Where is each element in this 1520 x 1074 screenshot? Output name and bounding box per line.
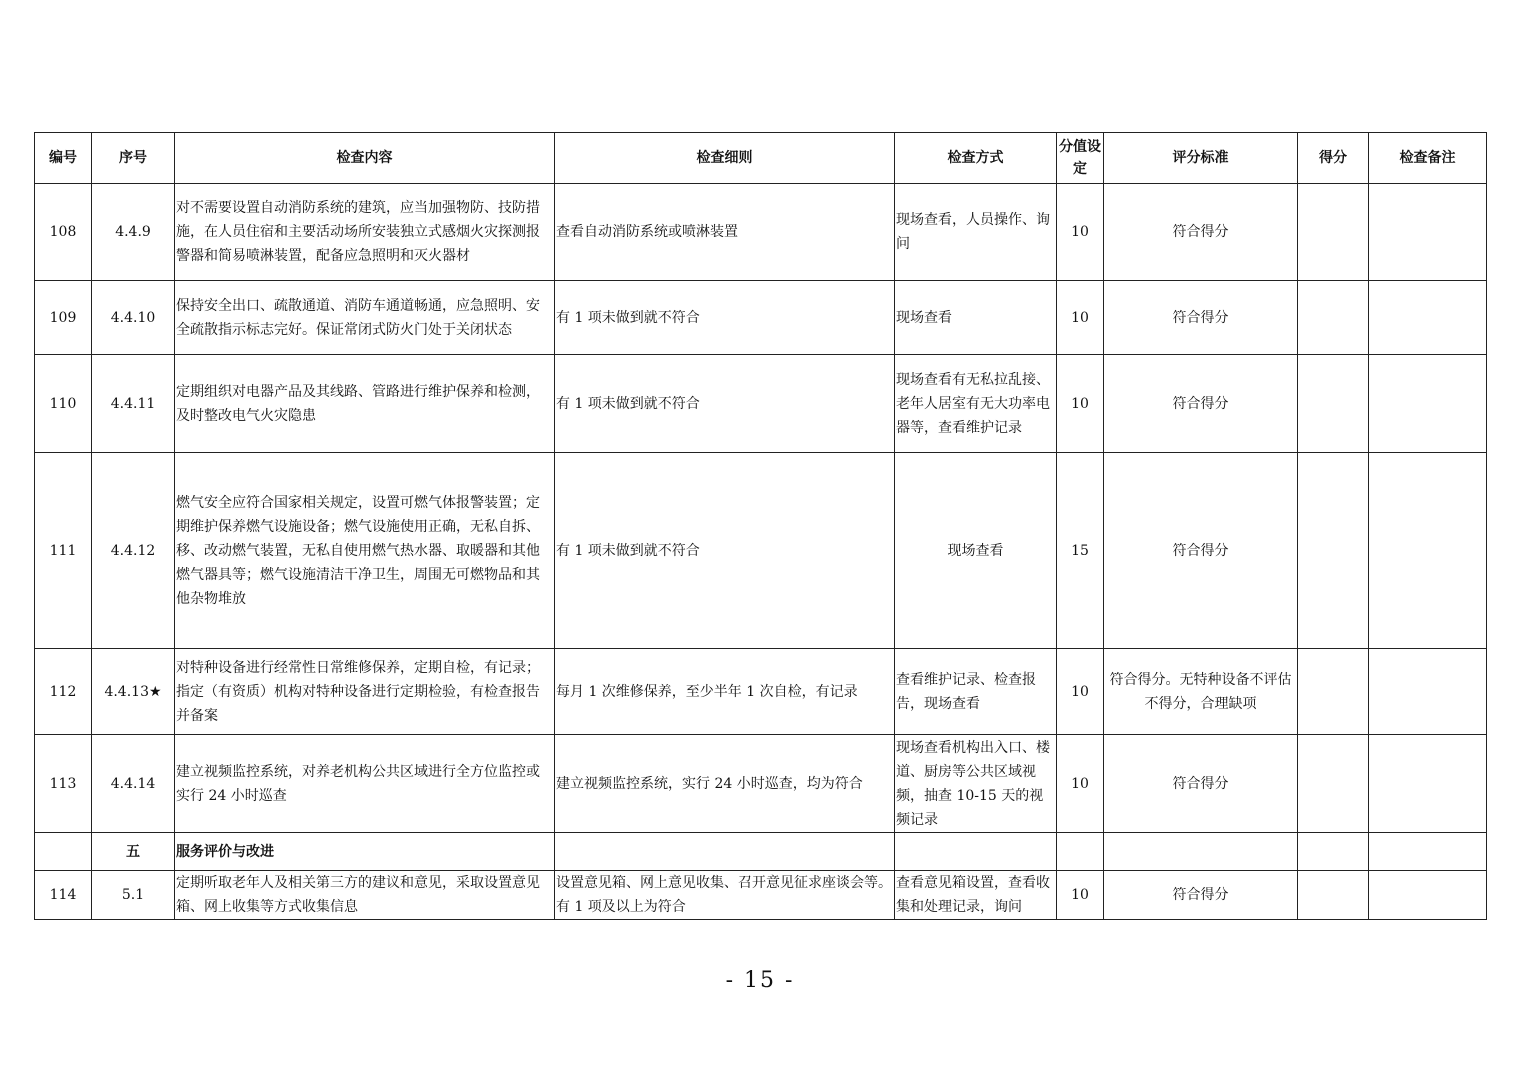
row-code: 112	[35, 649, 92, 735]
row-score	[1298, 281, 1369, 355]
header-points: 分值设定	[1057, 133, 1104, 184]
header-standard: 评分标准	[1104, 133, 1298, 184]
row-points: 10	[1057, 184, 1104, 281]
row-standard: 符合得分	[1104, 355, 1298, 453]
row-standard: 符合得分	[1104, 735, 1298, 833]
row-code: 108	[35, 184, 92, 281]
row-points: 10	[1057, 871, 1104, 920]
row-method: 查看维护记录、检查报告，现场查看	[895, 649, 1057, 735]
row-code: 111	[35, 453, 92, 649]
row-content: 对不需要设置自动消防系统的建筑，应当加强物防、技防措施，在人员住宿和主要活动场所安装独立式感烟火灾探测报警器和简易喷淋装置，配备应急照明和灭火器材	[175, 184, 555, 281]
row-standard: 符合得分	[1104, 184, 1298, 281]
row-remarks	[1369, 355, 1487, 453]
row-points: 10	[1057, 355, 1104, 453]
row-content: 保持安全出口、疏散通道、消防车通道畅通，应急照明、安全疏散指示标志完好。保证常闭式防火门处于关闭状态	[175, 281, 555, 355]
row-seq: 4.4.13★	[92, 649, 175, 735]
section-row	[35, 833, 1487, 871]
row-seq: 5.1	[92, 871, 175, 920]
row-method: 现场查看	[895, 453, 1057, 649]
row-detail: 有 1 项未做到就不符合	[555, 453, 895, 649]
page-number: - 15 -	[725, 968, 795, 993]
table-row	[35, 184, 1487, 281]
row-remarks	[1369, 649, 1487, 735]
row-seq: 4.4.14	[92, 735, 175, 833]
section-empty-cell	[1057, 833, 1104, 871]
row-score	[1298, 355, 1369, 453]
row-detail: 建立视频监控系统，实行 24 小时巡查，均为符合	[555, 735, 895, 833]
row-method: 现场查看	[895, 281, 1057, 355]
header-content: 检查内容	[175, 133, 555, 184]
row-score	[1298, 871, 1369, 920]
section-code-empty	[35, 833, 92, 871]
section-empty-cell	[1369, 833, 1487, 871]
section-empty-cell	[555, 833, 895, 871]
header-detail: 检查细则	[555, 133, 895, 184]
row-remarks	[1369, 735, 1487, 833]
row-score	[1298, 735, 1369, 833]
table-row	[35, 649, 1487, 735]
section-empty-cell	[1104, 833, 1298, 871]
row-points: 10	[1057, 649, 1104, 735]
row-content: 定期听取老年人及相关第三方的建议和意见，采取设置意见箱、网上收集等方式收集信息	[175, 871, 555, 920]
row-remarks	[1369, 871, 1487, 920]
row-content: 对特种设备进行经常性日常维修保养，定期自检，有记录；指定（有资质）机构对特种设备进行定期检验，有检查报告并备案	[175, 649, 555, 735]
row-seq: 4.4.10	[92, 281, 175, 355]
header-score: 得分	[1298, 133, 1369, 184]
row-detail: 有 1 项未做到就不符合	[555, 281, 895, 355]
header-method: 检查方式	[895, 133, 1057, 184]
header-code: 编号	[35, 133, 92, 184]
row-remarks	[1369, 184, 1487, 281]
row-seq: 4.4.12	[92, 453, 175, 649]
row-code: 113	[35, 735, 92, 833]
section-empty-cell	[895, 833, 1057, 871]
section-seq: 五	[92, 833, 175, 871]
inspection-table	[34, 132, 1487, 920]
row-score	[1298, 184, 1369, 281]
row-detail: 设置意见箱、网上意见收集、召开意见征求座谈会等。有 1 项及以上为符合	[555, 871, 895, 920]
row-detail: 查看自动消防系统或喷淋装置	[555, 184, 895, 281]
table-row	[35, 281, 1487, 355]
row-remarks	[1369, 453, 1487, 649]
row-detail: 有 1 项未做到就不符合	[555, 355, 895, 453]
row-content: 燃气安全应符合国家相关规定，设置可燃气体报警装置；定期维护保养燃气设施设备；燃气设施使用正确，无私自拆、移、改动燃气装置，无私自使用燃气热水器、取暖器和其他燃气器具等；燃气设施清洁干净卫生，周围无可燃物品和其他杂物堆放	[175, 453, 555, 649]
section-empty-cell	[1298, 833, 1369, 871]
row-standard: 符合得分	[1104, 453, 1298, 649]
row-code: 110	[35, 355, 92, 453]
row-standard: 符合得分	[1104, 281, 1298, 355]
row-standard: 符合得分	[1104, 871, 1298, 920]
row-remarks	[1369, 281, 1487, 355]
header-remarks: 检查备注	[1369, 133, 1487, 184]
row-content: 定期组织对电器产品及其线路、管路进行维护保养和检测，及时整改电气火灾隐患	[175, 355, 555, 453]
row-content: 建立视频监控系统，对养老机构公共区域进行全方位监控或实行 24 小时巡查	[175, 735, 555, 833]
table-row	[35, 735, 1487, 833]
row-seq: 4.4.11	[92, 355, 175, 453]
section-title: 服务评价与改进	[175, 833, 555, 871]
row-points: 10	[1057, 735, 1104, 833]
table-row	[35, 453, 1487, 649]
row-points: 10	[1057, 281, 1104, 355]
row-method: 现场查看有无私拉乱接、老年人居室有无大功率电器等，查看维护记录	[895, 355, 1057, 453]
header-row	[35, 133, 1487, 184]
row-method: 现场查看机构出入口、楼道、厨房等公共区域视频，抽查 10-15 天的视频记录	[895, 735, 1057, 833]
row-code: 114	[35, 871, 92, 920]
row-seq: 4.4.9	[92, 184, 175, 281]
row-score	[1298, 453, 1369, 649]
row-points: 15	[1057, 453, 1104, 649]
row-detail: 每月 1 次维修保养，至少半年 1 次自检，有记录	[555, 649, 895, 735]
table-row	[35, 871, 1487, 920]
row-standard: 符合得分。无特种设备不评估不得分，合理缺项	[1104, 649, 1298, 735]
row-method: 现场查看，人员操作、询问	[895, 184, 1057, 281]
row-score	[1298, 649, 1369, 735]
header-seq: 序号	[92, 133, 175, 184]
row-code: 109	[35, 281, 92, 355]
table-row	[35, 355, 1487, 453]
row-method: 查看意见箱设置，查看收集和处理记录，询问	[895, 871, 1057, 920]
